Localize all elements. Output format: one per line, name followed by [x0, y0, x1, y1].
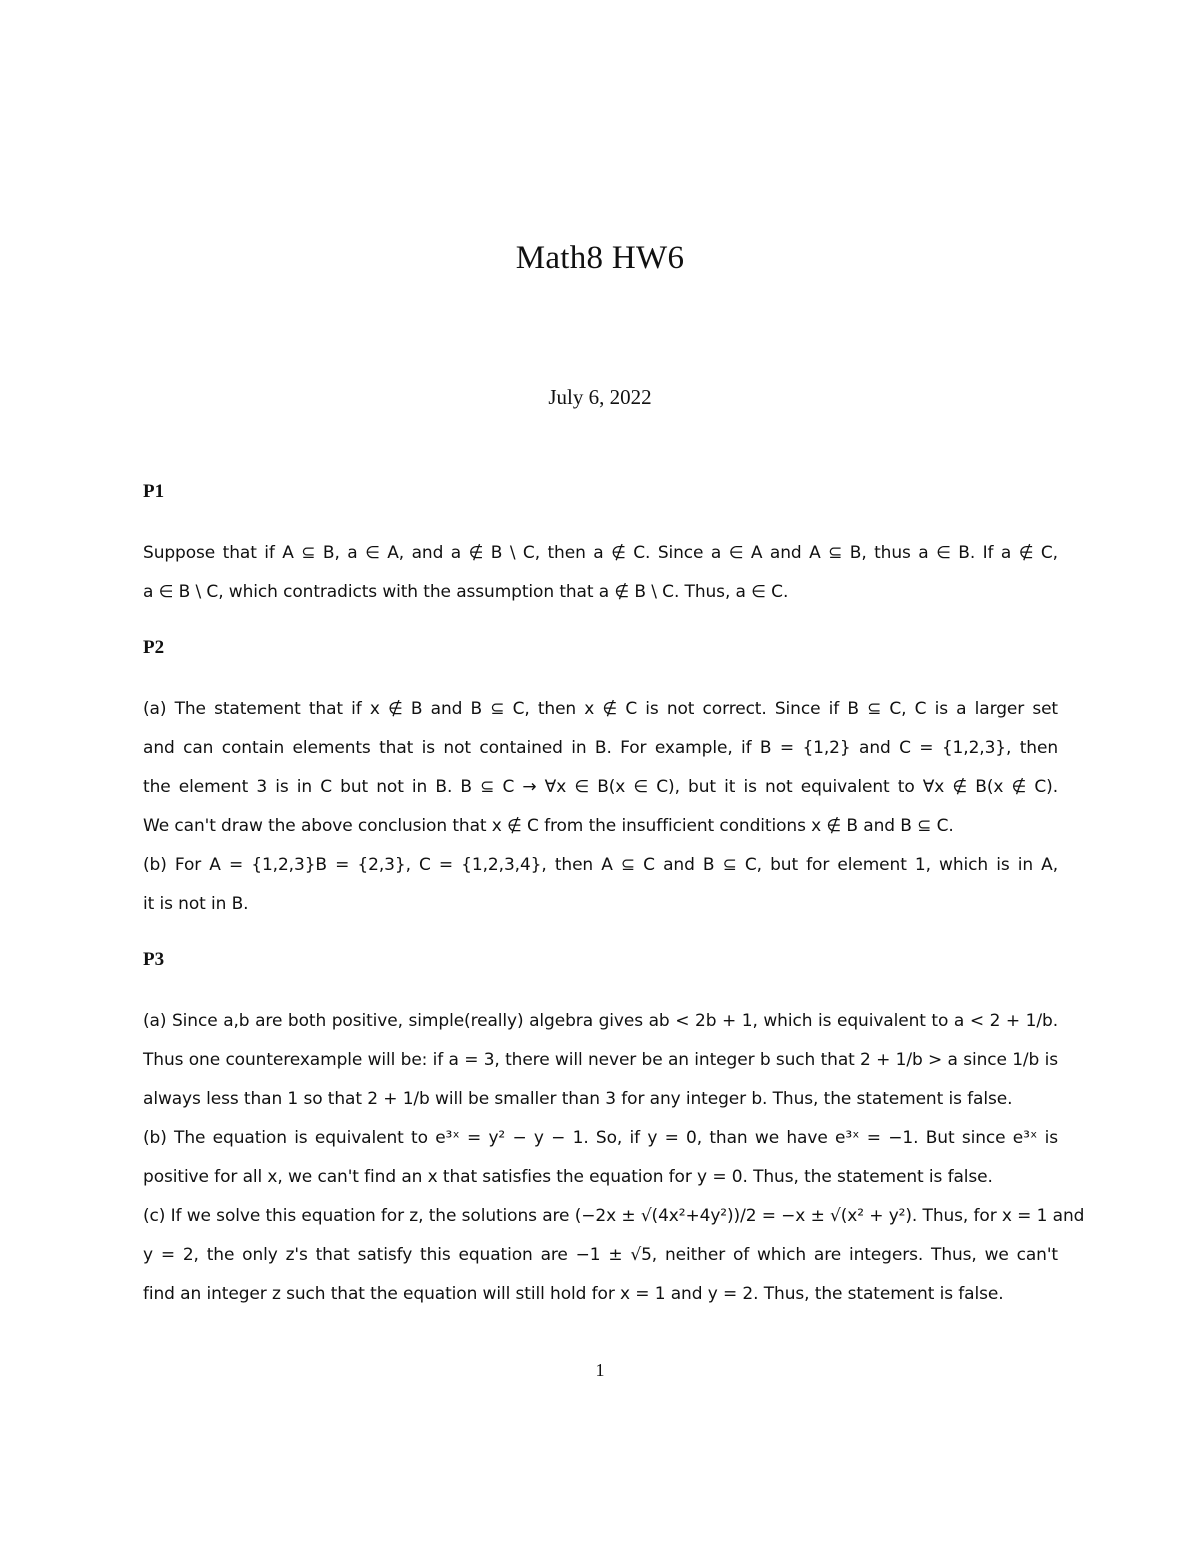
section-p2: [143, 636, 1058, 924]
text-line: a ∈ B \ C, which contradicts with the assumption that a ∉ B \ C. Thus, a ∈ C.: [143, 582, 789, 602]
text-line: Thus one counterexample will be: if a = 3, there will never be an integer b such that 2 + 1/b > a since 1/b is: [143, 1050, 1058, 1070]
section-p3: [143, 948, 1085, 1314]
page-number: 1: [595, 1360, 605, 1380]
text-line: Suppose that if A ⊆ B, a ∈ A, and a ∉ B \ C, then a ∉ C. Since a ∈ A and A ⊆ B, thus a ∈ B. If a ∉ C,: [143, 543, 1058, 563]
text-line: We can't draw the above conclusion that x ∉ C from the insufficient conditions x ∉ B and B ⊆ C.: [143, 816, 954, 836]
text-line: always less than 1 so that 2 + 1/b will be smaller than 3 for any integer b. Thus, the statement is false.: [143, 1089, 1013, 1109]
document-date: July 6, 2022: [548, 385, 652, 409]
text-line: the element 3 is in C but not in B. B ⊆ C → ∀x ∈ B(x ∈ C), but it is not equivalent to ∀x ∉ B(x ∉ C).: [143, 777, 1058, 797]
section-heading: P1: [143, 481, 165, 502]
text-line: positive for all x, we can't find an x that satisfies the equation for y = 0. Thus, the statement is false.: [143, 1167, 993, 1187]
document-title: Math8 HW6: [515, 240, 685, 276]
text-line: find an integer z such that the equation will still hold for x = 1 and y = 2. Thus, the statement is false.: [143, 1284, 1004, 1304]
text-line: and can contain elements that is not contained in B. For example, if B = {1,2} and C = {1,2,3}, then: [143, 738, 1058, 758]
section-p1: [143, 480, 1058, 612]
section-heading: P3: [143, 949, 165, 970]
text-line: (b) The equation is equivalent to e³ˣ = y² − y − 1. So, if y = 0, than we have e³ˣ = −1. But since e³ˣ is: [143, 1128, 1058, 1148]
text-line: (c) If we solve this equation for z, the solutions are (−2x ± √(4x²+4y²))/2 = −x ± √(x² + y²). Thus, for x = 1 and: [143, 1206, 1085, 1226]
text-line: (a) Since a,b are both positive, simple(really) algebra gives ab < 2b + 1, which is equivalent to a < 2 + 1/b.: [143, 1011, 1058, 1031]
text-line: (a) The statement that if x ∉ B and B ⊆ C, then x ∉ C is not correct. Since if B ⊆ C, C is a larger set: [143, 699, 1058, 719]
text-line: it is not in B.: [143, 894, 249, 914]
text-line: y = 2, the only z's that satisfy this equation are −1 ± √5, neither of which are integers. Thus, we can't: [143, 1245, 1058, 1265]
section-heading: P2: [143, 637, 165, 658]
text-line: (b) For A = {1,2,3}B = {2,3}, C = {1,2,3,4}, then A ⊆ C and B ⊆ C, but for element 1, which is in A,: [143, 855, 1058, 875]
